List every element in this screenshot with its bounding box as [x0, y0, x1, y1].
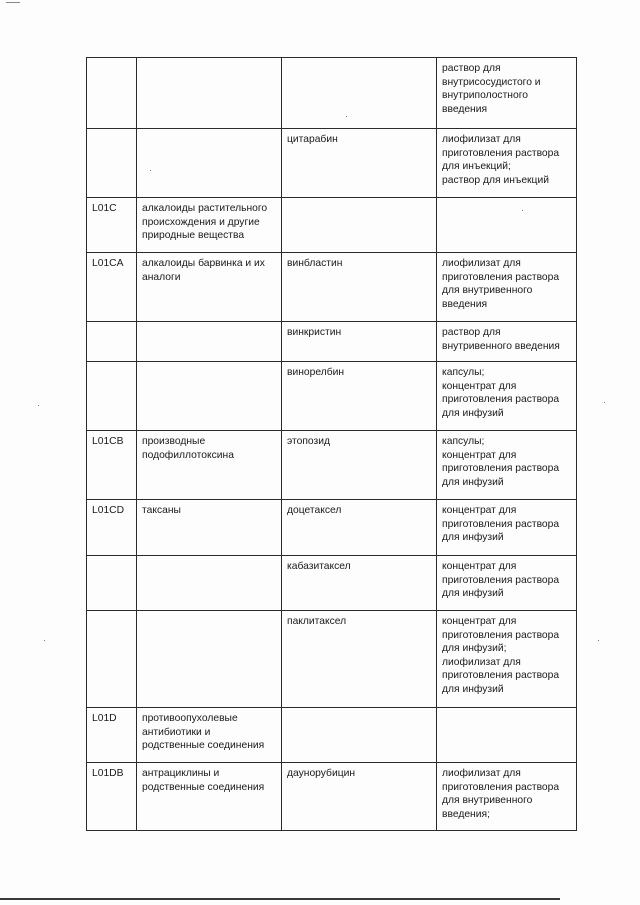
scan-edge-line [0, 898, 560, 900]
atc-code-cell: L01DB [87, 763, 137, 831]
dosage-form-cell: концентрат для приготовления раствора для инфузий [437, 556, 577, 611]
group-cell: алкалоиды барвинка и их аналоги [137, 253, 282, 322]
drug-name-cell: доцетаксел [282, 500, 437, 556]
group-cell [137, 322, 282, 362]
dosage-form-cell [437, 198, 577, 253]
scan-speck [598, 640, 599, 641]
atc-code-cell: L01CD [87, 500, 137, 556]
table-row [87, 708, 577, 763]
atc-code-cell [87, 129, 137, 198]
group-cell: производные подофиллотоксина [137, 431, 282, 500]
atc-code-cell: L01CA [87, 253, 137, 322]
group-cell [137, 611, 282, 708]
scan-speck [346, 116, 347, 117]
drug-name-cell: кабазитаксел [282, 556, 437, 611]
scan-speck [44, 640, 45, 641]
dosage-form-cell: концентрат для приготовления раствора для инфузий [437, 500, 577, 556]
scan-speck [522, 210, 523, 211]
table-row [87, 362, 577, 431]
drug-name-cell: цитарабин [282, 129, 437, 198]
group-cell [137, 362, 282, 431]
group-cell [137, 58, 282, 129]
atc-code-cell: L01CB [87, 431, 137, 500]
scan-speck [38, 405, 39, 406]
group-cell [137, 556, 282, 611]
dosage-form-cell: лиофилизат для приготовления раствора для инъекций; раствор для инъекций [437, 129, 577, 198]
drug-name-cell: винорелбин [282, 362, 437, 431]
table-row [87, 763, 577, 831]
group-cell [137, 129, 282, 198]
atc-code-cell [87, 611, 137, 708]
group-cell: антрациклины и родственные соединения [137, 763, 282, 831]
drug-name-cell [282, 198, 437, 253]
dosage-form-cell: раствор для внутрисосудистого и внутриполостного введения [437, 58, 577, 129]
group-cell: таксаны [137, 500, 282, 556]
table-row [87, 198, 577, 253]
table-row [87, 556, 577, 611]
dosage-form-cell: раствор для внутривенного введения [437, 322, 577, 362]
table-row [87, 322, 577, 362]
table-row [87, 611, 577, 708]
dosage-form-cell: лиофилизат для приготовления раствора для внутривенного введения [437, 253, 577, 322]
atc-code-cell [87, 556, 137, 611]
group-cell: алкалоиды растительного происхождения и другие природные вещества [137, 198, 282, 253]
dosage-form-cell: капсулы; концентрат для приготовления раствора для инфузий [437, 431, 577, 500]
table-row [87, 58, 577, 129]
dosage-form-cell [437, 708, 577, 763]
scan-speck [604, 402, 605, 403]
atc-code-cell [87, 58, 137, 129]
drug-name-cell [282, 58, 437, 129]
drug-name-cell [282, 708, 437, 763]
dosage-form-cell: концентрат для приготовления раствора для инфузий; лиофилизат для приготовления раствора для инфузий [437, 611, 577, 708]
drug-name-cell: винбластин [282, 253, 437, 322]
table-row [87, 129, 577, 198]
atc-code-cell [87, 362, 137, 431]
drug-name-cell: паклитаксел [282, 611, 437, 708]
table-row [87, 431, 577, 500]
drug-name-cell: винкристин [282, 322, 437, 362]
dosage-form-cell: лиофилизат для приготовления раствора для внутривенного введения; [437, 763, 577, 831]
table-row [87, 500, 577, 556]
drug-classification-table [86, 57, 577, 831]
scan-speck [150, 170, 151, 171]
group-cell: противоопухолевые антибиотики и родственные соединения [137, 708, 282, 763]
atc-code-cell [87, 322, 137, 362]
atc-code-cell: L01C [87, 198, 137, 253]
drug-name-cell: этопозид [282, 431, 437, 500]
drug-name-cell: даунорубицин [282, 763, 437, 831]
atc-code-cell: L01D [87, 708, 137, 763]
scan-edge-mark [6, 2, 20, 3]
dosage-form-cell: капсулы; концентрат для приготовления раствора для инфузий [437, 362, 577, 431]
table-row [87, 253, 577, 322]
